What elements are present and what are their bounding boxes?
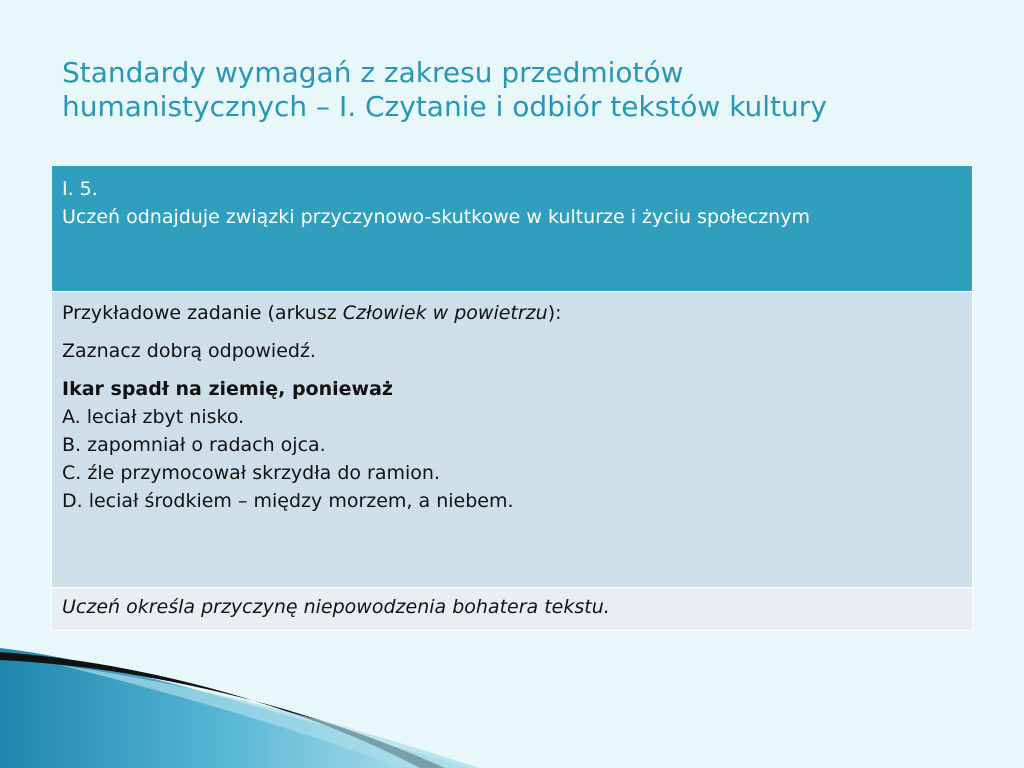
swoosh-blue-band <box>0 648 470 768</box>
example-prefix: Przykładowe zadanie (arkusz <box>62 302 343 324</box>
header-cell <box>52 166 973 292</box>
question-block <box>62 375 962 515</box>
example-suffix: ): <box>547 302 562 324</box>
question-text: Ikar spadł na ziemię, ponieważ <box>62 378 393 400</box>
example-heading <box>62 299 962 327</box>
answer-b: B. zapomniał o radach ojca. <box>62 434 326 456</box>
table-footer-row <box>52 588 973 631</box>
slide-title <box>62 56 982 124</box>
standard-description: Uczeń odnajduje związki przyczynowo-skutkowe w kulturze i życiu społecznym <box>62 206 810 228</box>
standard-code: I. 5. <box>62 178 98 200</box>
task-instruction: Zaznacz dobrą odpowiedź. <box>62 340 316 362</box>
answer-d: D. leciał środkiem – między morzem, a niebem. <box>62 490 514 512</box>
answer-a: A. leciał zbyt nisko. <box>62 406 245 428</box>
table-example-row <box>52 292 973 588</box>
slide-title-line-2: humanistycznych – I. Czytanie i odbiór tekstów kultury <box>62 90 827 123</box>
standard-table <box>51 165 973 631</box>
example-cell <box>52 292 973 588</box>
answer-c: C. źle przymocował skrzydła do ramion. <box>62 462 440 484</box>
slide-title-line-1: Standardy wymagań z zakresu przedmiotów <box>62 56 684 89</box>
table-header-row <box>52 166 973 292</box>
swoosh-dark-band <box>0 652 445 768</box>
swoosh-light-band <box>60 665 480 768</box>
footer-cell: Uczeń określa przyczynę niepowodzenia bohatera tekstu. <box>52 588 973 631</box>
example-source-title: Człowiek w powietrzu <box>342 302 548 324</box>
